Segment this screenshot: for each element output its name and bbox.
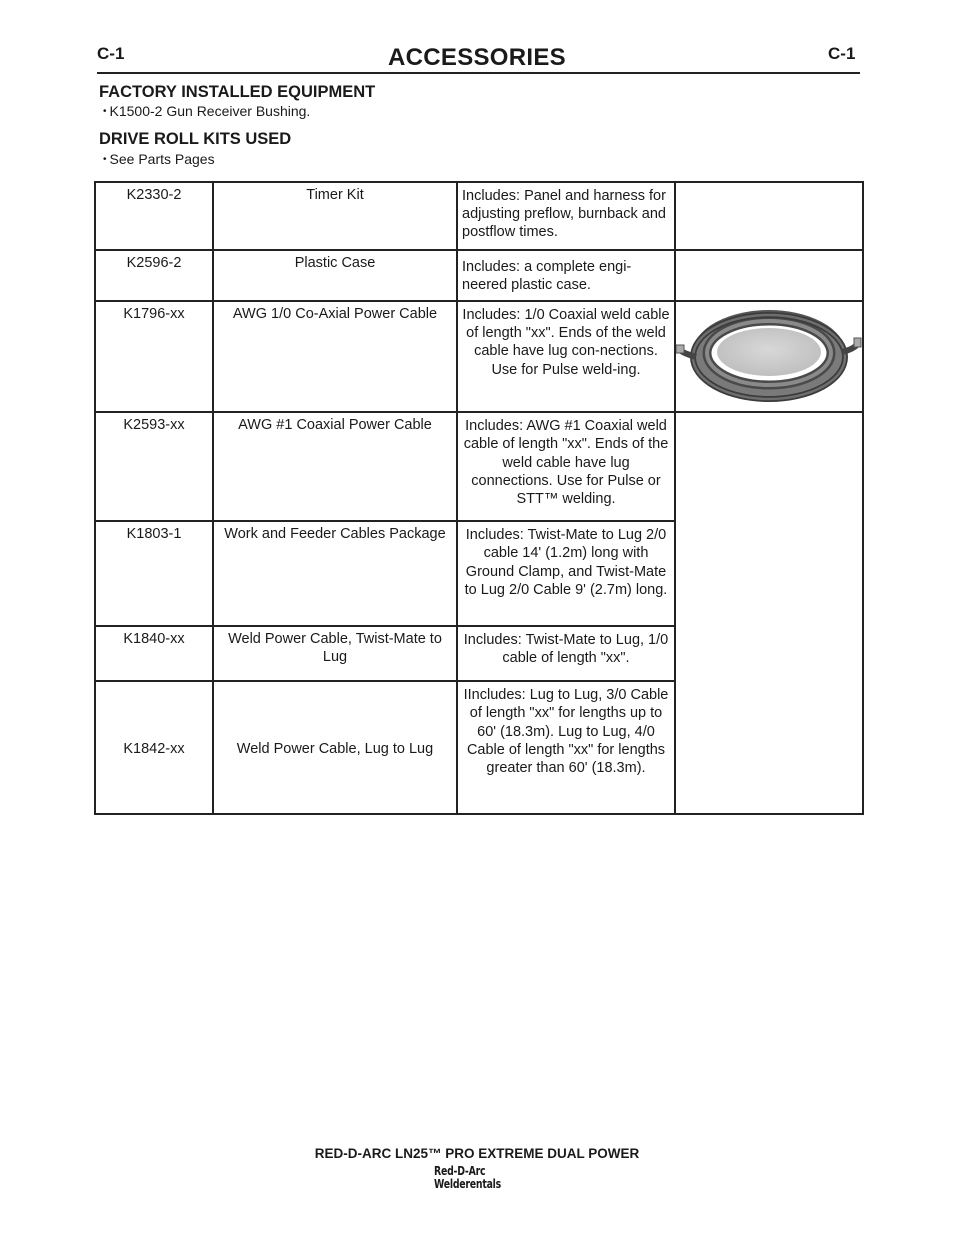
part-number-cell: K1840-xx bbox=[95, 626, 213, 681]
image-cell bbox=[675, 250, 863, 301]
item-name-cell: AWG #1 Coaxial Power Cable bbox=[213, 412, 457, 521]
image-cell bbox=[675, 412, 863, 814]
page-title: ACCESSORIES bbox=[387, 44, 566, 71]
part-number-cell: K1842-xx bbox=[95, 681, 213, 814]
part-number-cell: K1796-xx bbox=[95, 301, 213, 412]
part-number-cell: K1803-1 bbox=[95, 521, 213, 626]
coiled-weld-cable-photo bbox=[676, 302, 862, 406]
accessories-table bbox=[94, 181, 864, 815]
item-name-cell: Timer Kit bbox=[213, 182, 457, 250]
description-cell: Includes: Twist-Mate to Lug, 1/0 cable of length "xx". bbox=[457, 626, 675, 681]
description-cell: Includes: 1/0 Coaxial weld cable of length "xx". Ends of the weld cable have lug con-nections. Use for Pulse weld-ing. bbox=[457, 301, 675, 412]
part-number-cell: K2593-xx bbox=[95, 412, 213, 521]
description-cell: Includes: AWG #1 Coaxial weld cable of length "xx". Ends of the weld cable have lug connections. Use for Pulse or STT™ welding. bbox=[457, 412, 675, 521]
image-cell bbox=[675, 301, 863, 412]
footer-title: RED-D-ARC LN25™ PRO EXTREME DUAL POWER bbox=[314, 1146, 640, 1161]
table-row bbox=[95, 250, 863, 301]
section-heading-drive-roll-kits: DRIVE ROLL KITS USED bbox=[99, 130, 292, 148]
section-item-text: K1500-2 Gun Receiver Bushing. bbox=[109, 103, 311, 119]
bullet-icon: • bbox=[103, 106, 107, 117]
section-item-text: See Parts Pages bbox=[109, 151, 215, 167]
logo-line-2: Welderentals bbox=[434, 1177, 501, 1191]
section-item-factory-installed bbox=[103, 103, 310, 119]
page-number-right: C-1 bbox=[828, 44, 856, 63]
header-rule bbox=[97, 72, 860, 74]
description-cell: Includes: a complete engi-neered plastic case. bbox=[457, 250, 675, 301]
logo-line-1: Red-D-Arc bbox=[434, 1164, 486, 1178]
item-name-cell: Work and Feeder Cables Package bbox=[213, 521, 457, 626]
item-name-cell: Plastic Case bbox=[213, 250, 457, 301]
description-cell: IIncludes: Lug to Lug, 3/0 Cable of length "xx" for lengths up to 60' (18.3m). Lug to Lug, 4/0 Cable of length "xx" for lengths greater than 60' (18.3m). bbox=[457, 681, 675, 814]
section-item-drive-roll-kits bbox=[103, 151, 215, 167]
image-cell bbox=[675, 182, 863, 250]
item-name-cell: Weld Power Cable, Twist-Mate to Lug bbox=[213, 626, 457, 681]
table-row bbox=[95, 412, 863, 521]
description-cell: Includes: Panel and harness for adjusting preflow, burnback and postflow times. bbox=[457, 182, 675, 250]
page-number-left: C-1 bbox=[97, 44, 125, 63]
bullet-icon: • bbox=[103, 154, 107, 165]
item-name-cell: Weld Power Cable, Lug to Lug bbox=[213, 681, 457, 814]
part-number-cell: K2596-2 bbox=[95, 250, 213, 301]
section-heading-factory-installed: FACTORY INSTALLED EQUIPMENT bbox=[99, 83, 376, 101]
table-row bbox=[95, 301, 863, 412]
description-cell: Includes: Twist-Mate to Lug 2/0 cable 14' (1.2m) long with Ground Clamp, and Twist-Mate to Lug 2/0 Cable 9' (2.7m) long. bbox=[457, 521, 675, 626]
red-d-arc-logo bbox=[434, 1165, 514, 1191]
item-name-cell: AWG 1/0 Co-Axial Power Cable bbox=[213, 301, 457, 412]
table-row bbox=[95, 182, 863, 250]
part-number-cell: K2330-2 bbox=[95, 182, 213, 250]
